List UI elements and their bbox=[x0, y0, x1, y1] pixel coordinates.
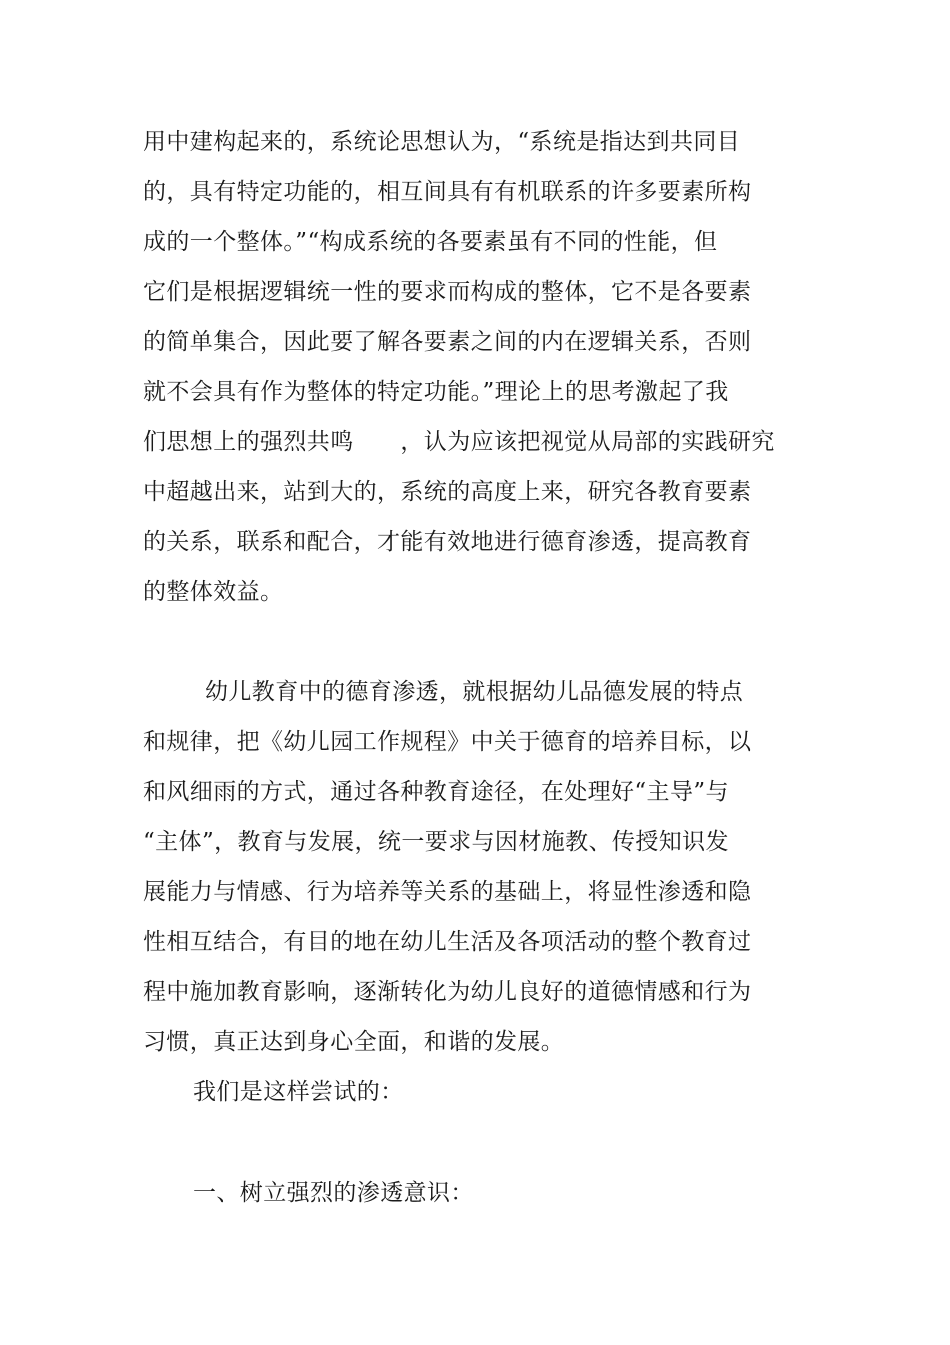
text-line: 它们是根据逻辑统一性的要求而构成的整体，它不是各要素 bbox=[143, 279, 752, 305]
text-line: 的关系，联系和配合，才能有效地进行德育渗透，提高教育 bbox=[143, 529, 752, 555]
text-line: “主体”，教育与发展，统一要求与因材施教、传授知识发 bbox=[143, 829, 729, 855]
text-line: 性相互结合，有目的地在幼儿生活及各项活动的整个教育过 bbox=[143, 929, 752, 955]
text-line: 就不会具有作为整体的特定功能。”理论上的思考激起了我 bbox=[143, 379, 729, 405]
text-line: 和风细雨的方式，通过各种教育途径，在处理好“主导”与 bbox=[143, 779, 729, 805]
section-heading: 一、树立强烈的渗透意识： bbox=[193, 1180, 474, 1206]
text-line: 成的一个整体。”“构成系统的各要素虽有不同的性能，但 bbox=[143, 229, 718, 255]
text-line: 的整体效益。 bbox=[143, 579, 284, 605]
text-line: 展能力与情感、行为培养等关系的基础上，将显性渗透和隐 bbox=[143, 879, 752, 905]
text-line: 幼儿教育中的德育渗透，就根据幼儿品德发展的特点 bbox=[205, 679, 744, 705]
text-line: 程中施加教育影响，逐渐转化为幼儿良好的道德情感和行为 bbox=[143, 979, 752, 1005]
paragraph-3: 我们是这样尝试的： bbox=[193, 1079, 404, 1105]
text-line: 的，具有特定功能的，相互间具有有机联系的许多要素所构 bbox=[143, 179, 752, 205]
text-line: 习惯，真正达到身心全面，和谐的发展。 bbox=[143, 1029, 565, 1055]
text-line: 的简单集合，因此要了解各要素之间的内在逻辑关系，否则 bbox=[143, 329, 752, 355]
text-line: 和规律，把《幼儿园工作规程》中关于德育的培养目标，以 bbox=[143, 729, 752, 755]
text-line: 用中建构起来的，系统论思想认为，“系统是指达到共同目 bbox=[143, 129, 741, 155]
text-line: 们思想上的强烈共鸣 ，认为应该把视觉从局部的实践研究 bbox=[143, 429, 775, 455]
text-line: 中超越出来，站到大的，系统的高度上来，研究各教育要素 bbox=[143, 479, 752, 505]
